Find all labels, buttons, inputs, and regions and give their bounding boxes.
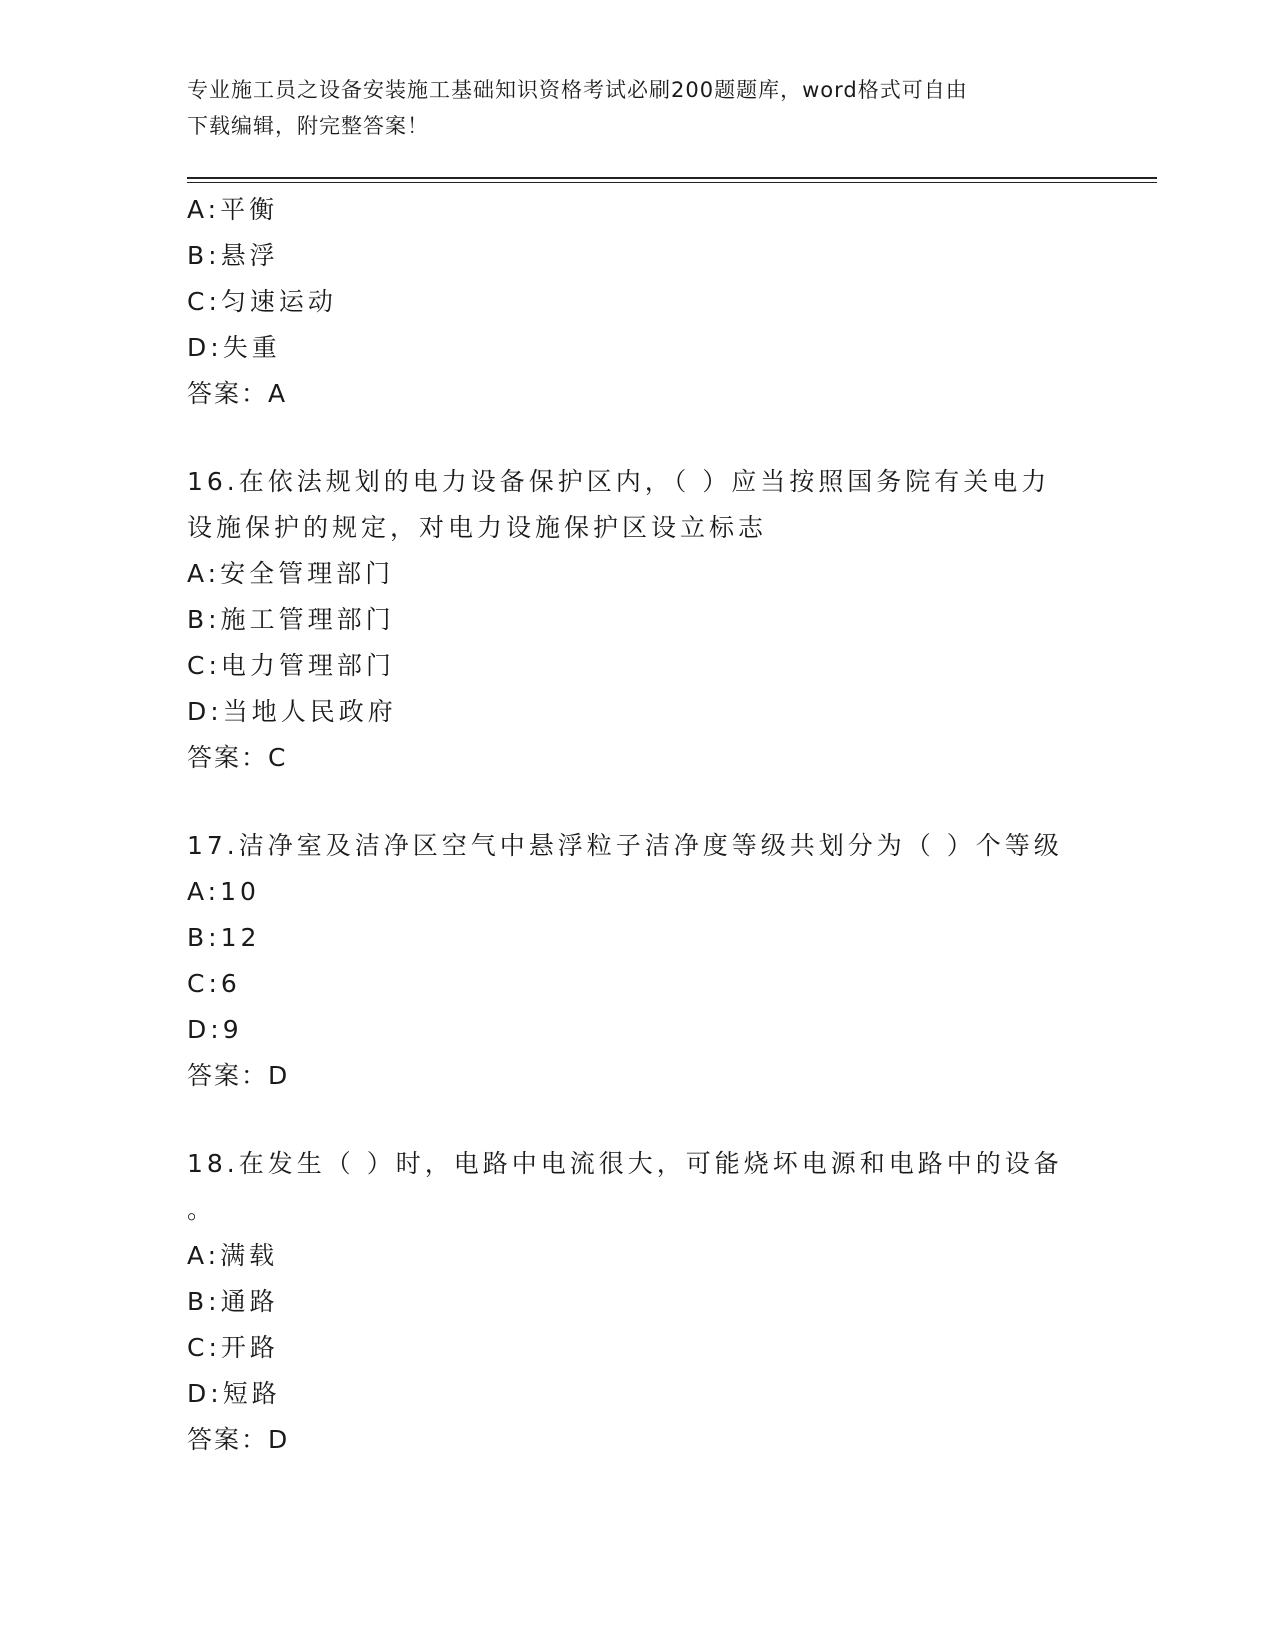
spacer xyxy=(187,417,1087,459)
spacer xyxy=(187,1099,1087,1141)
option-text: 匀速运动 xyxy=(220,287,337,316)
option-letter: B: xyxy=(187,605,221,634)
option-c xyxy=(187,1325,1087,1371)
option-letter: C: xyxy=(187,1333,221,1362)
option-b xyxy=(187,597,1087,643)
option-a xyxy=(187,551,1087,597)
answer-line xyxy=(187,1053,1087,1099)
question-text: 洁净室及洁净区空气中悬浮粒子洁净度等级共划分为（ ）个等级 xyxy=(238,831,1063,860)
answer-value: D xyxy=(268,1425,290,1454)
header-line-2: 下载编辑，附完整答案！ xyxy=(187,114,429,138)
option-d xyxy=(187,689,1087,735)
answer-line xyxy=(187,371,1087,417)
option-text: 短路 xyxy=(222,1379,281,1408)
answer-line xyxy=(187,1417,1087,1463)
option-b xyxy=(187,233,1087,279)
option-text: 开路 xyxy=(220,1333,279,1362)
option-text: 电力管理部门 xyxy=(220,651,395,680)
question-text: 在发生（ ）时，电路中电流很大，可能烧坏电源和电路中的设备 xyxy=(238,1149,1063,1178)
question-number: 16. xyxy=(187,467,239,496)
option-letter: D: xyxy=(187,1379,223,1408)
option-c xyxy=(187,961,1087,1007)
option-text: 当地人民政府 xyxy=(222,697,397,726)
option-b xyxy=(187,915,1087,961)
question-17 xyxy=(187,823,1087,1099)
answer-line xyxy=(187,735,1087,781)
answer-label: 答案： xyxy=(187,743,269,772)
answer-value: A xyxy=(268,379,288,408)
option-letter: D: xyxy=(187,1015,223,1044)
option-text: 9 xyxy=(222,1015,243,1044)
option-letter: B: xyxy=(187,1287,221,1316)
question-18 xyxy=(187,1141,1087,1463)
option-letter: C: xyxy=(187,969,221,998)
option-letter: B: xyxy=(187,923,221,952)
option-letter: A: xyxy=(187,195,221,224)
option-text: 悬浮 xyxy=(220,241,279,270)
option-letter: D: xyxy=(187,697,223,726)
option-letter: A: xyxy=(187,1241,221,1270)
option-text: 安全管理部门 xyxy=(220,559,395,588)
header-rule-thin xyxy=(187,182,1157,183)
option-text: 平衡 xyxy=(220,195,279,224)
option-d xyxy=(187,1007,1087,1053)
answer-label: 答案： xyxy=(187,1425,269,1454)
document-header xyxy=(187,72,1087,144)
question-number: 17. xyxy=(187,831,239,860)
question-15 xyxy=(187,187,1087,417)
option-c xyxy=(187,279,1087,325)
question-text: 在依法规划的电力设备保护区内，（ ）应当按照国务院有关电力 xyxy=(238,467,1051,496)
option-a xyxy=(187,869,1087,915)
option-text: 12 xyxy=(220,923,261,952)
question-stem-line-2: 设施保护的规定，对电力设施保护区设立标志 xyxy=(187,513,768,542)
option-text: 通路 xyxy=(220,1287,279,1316)
option-letter: A: xyxy=(187,877,221,906)
answer-value: D xyxy=(268,1061,290,1090)
spacer xyxy=(187,781,1087,823)
option-text: 10 xyxy=(220,877,260,906)
option-d xyxy=(187,1371,1087,1417)
question-stem-line-1 xyxy=(187,459,1087,505)
header-line-1: 专业施工员之设备安装施工基础知识资格考试必刷200题题库，word格式可自由 xyxy=(187,78,968,102)
question-stem-line-2: 。 xyxy=(187,1195,217,1224)
question-16 xyxy=(187,459,1087,781)
question-stem-line-1 xyxy=(187,1141,1087,1187)
answer-value: C xyxy=(268,743,288,772)
option-b xyxy=(187,1279,1087,1325)
option-text: 满载 xyxy=(220,1241,279,1270)
option-a xyxy=(187,187,1087,233)
option-c xyxy=(187,643,1087,689)
option-letter: C: xyxy=(187,651,221,680)
option-a xyxy=(187,1233,1087,1279)
answer-label: 答案： xyxy=(187,1061,269,1090)
answer-label: 答案： xyxy=(187,379,269,408)
question-number: 18. xyxy=(187,1149,239,1178)
option-letter: B: xyxy=(187,241,221,270)
option-text: 失重 xyxy=(222,333,281,362)
option-text: 6 xyxy=(220,969,241,998)
question-list xyxy=(187,187,1087,1463)
header-rule-thick xyxy=(187,177,1157,179)
option-letter: A: xyxy=(187,559,221,588)
option-letter: C: xyxy=(187,287,221,316)
option-letter: D: xyxy=(187,333,223,362)
option-d xyxy=(187,325,1087,371)
option-text: 施工管理部门 xyxy=(220,605,395,634)
question-stem-line-1 xyxy=(187,823,1087,869)
